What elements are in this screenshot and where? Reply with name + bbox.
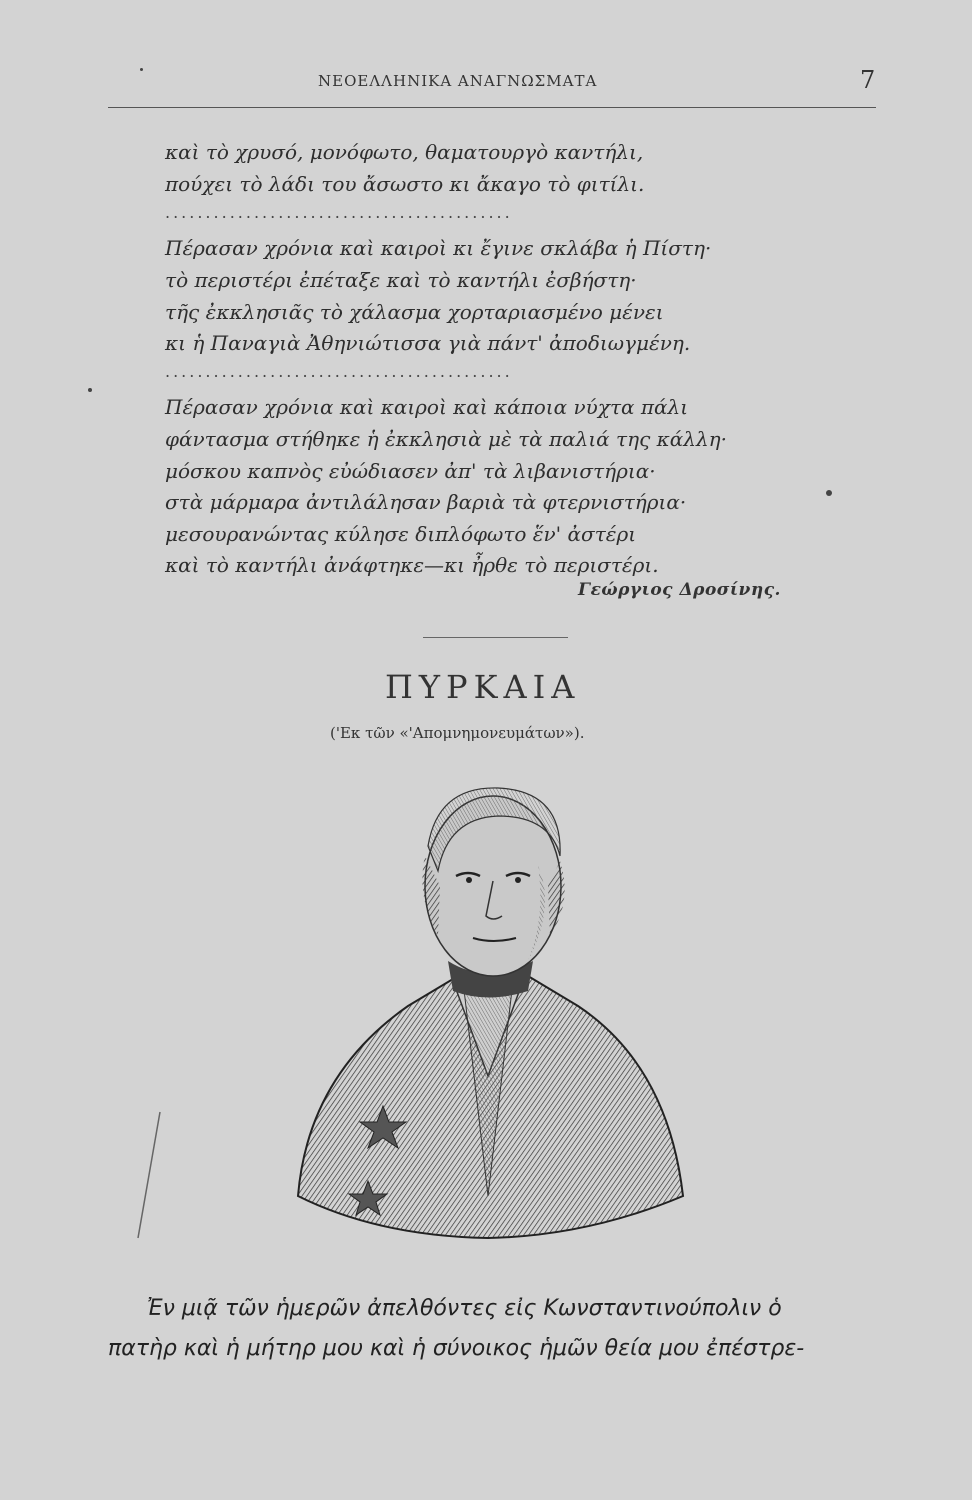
poem-line: μόσκου καπνὸς εὐώδιασεν ἀπ' τὰ λιβανιστήρια·	[165, 459, 656, 483]
section-divider	[423, 637, 568, 638]
header-rule	[108, 107, 876, 108]
body-text-line: πατὴρ καὶ ἡ μήτηρ μου καὶ ἡ σύνοικος ἡμῶν θεία μου ἐπέστρε-	[108, 1336, 805, 1361]
page-number: 7	[860, 66, 876, 94]
running-header: ΝΕΟΕΛΛΗΝΙΚΑ ΑΝΑΓΝΩΣΜΑΤΑ	[318, 72, 598, 90]
ink-speck	[826, 490, 832, 496]
poem-line: τὸ περιστέρι ἐπέταξε καὶ τὸ καντήλι ἐσβήστη·	[165, 268, 637, 292]
poem-line: Πέρασαν χρόνια καὶ καιροὶ καὶ κάποια νύχτα πάλι	[165, 395, 689, 419]
poem-line: στὰ μάρμαρα ἀντιλάλησαν βαριὰ τὰ φτερνιστήρια·	[165, 490, 687, 514]
poem-line: μεσουρανώντας κύλησε διπλόφωτο ἕν' ἀστέρι	[165, 522, 637, 546]
engraved-portrait	[288, 776, 690, 1254]
ellipsis-divider: ...........................................	[165, 203, 513, 222]
pencil-mark	[130, 1110, 170, 1240]
ellipsis-divider: ...........................................	[165, 362, 513, 381]
poem-line: καὶ τὸ καντήλι ἀνάφτηκε—κι ἦρθε τὸ περιστέρι.	[165, 553, 659, 577]
poem-line: τῆς ἐκκλησιᾶς τὸ χάλασμα χορταριασμένο μένει	[165, 300, 664, 324]
poem-author-signature: Γεώργιος Δροσίνης.	[578, 580, 781, 600]
poem-line: καὶ τὸ χρυσό, μονόφωτο, θαματουργὸ καντήλι,	[165, 140, 644, 164]
poem-line: φάντασμα στήθηκε ἡ ἐκκλησιὰ μὲ τὰ παλιά της κάλλη·	[165, 427, 727, 451]
section-subtitle: ('Εκ τῶν «'Απομνημονευμάτων»).	[330, 724, 585, 742]
ink-speck	[140, 68, 143, 71]
ink-speck	[88, 388, 92, 392]
poem-line: πούχει τὸ λάδι του ἄσωστο κι ἄκαγο τὸ φιτίλι.	[165, 172, 645, 196]
body-text-line: Ἐν μιᾷ τῶν ἡμερῶν ἀπελθόντες εἰς Κωνσταντινούπολιν ὁ	[147, 1296, 782, 1321]
section-title: ΠΥΡΚΑΙΑ	[385, 668, 581, 706]
poem-line: κι ἡ Παναγιὰ Ἀθηνιώτισσα γιὰ πάντ' ἀποδιωγμένη.	[165, 331, 691, 355]
poem-line: Πέρασαν χρόνια καὶ καιροὶ κι ἔγινε σκλάβα ἡ Πίστη·	[165, 236, 712, 260]
